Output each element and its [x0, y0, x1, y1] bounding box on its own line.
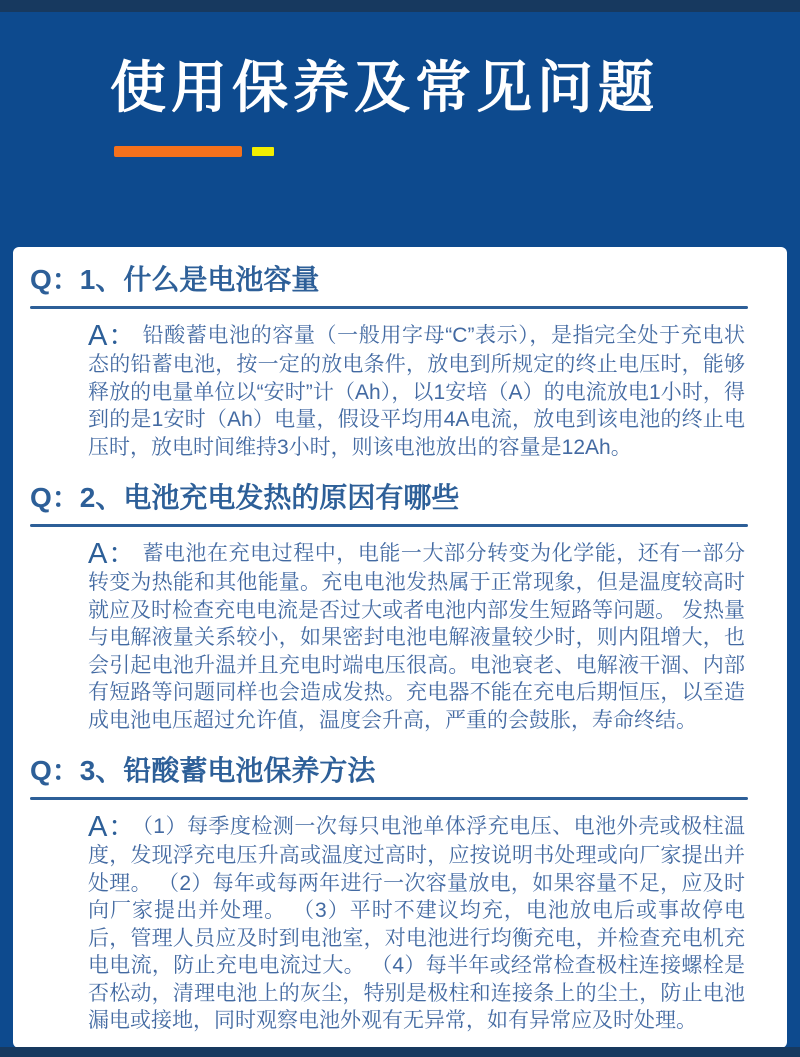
title-accent-bars: [114, 146, 274, 157]
answer-text: 铅酸蓄电池的容量（一般用字母“C”表示），是指完全处于充电状态的铅蓄电池，按一定的放电条件，放电到所规定的终止电压时，能够释放的电量单位以“安时”计（Ah），以1安培（A）的电流放电1小时，得到的是1安时（Ah）电量，假设平均用4A电流，放电到该电池的终止电压时，放电时间维持3小时，则该电池放出的容量是12Ah。: [88, 324, 746, 459]
question-text: 2、电池充电发热的原因有哪些: [79, 482, 460, 513]
answer-text: （1）每季度检测一次每只电池单体浮充电压、电池外壳或极柱温度，发现浮充电压升高或温度过高时，应按说明书处理或向厂家提出并处理。 （2）每年或每两年进行一次容量放电，如果容量不足，应及时向厂家提出并处理。 （3）平时不建议均充，电池放电后或事故停电后，管理人员应及时到电池室，对电池进行均衡充电，并检查充电机充电电流，防止充电电流过大。 （4）每半年或经常检查极柱连接螺栓是否松动，清理电池上的灰尘，特别是极柱和连接条上的尘土，防止电池漏电或接地，同时观察电池外观有无异常，如有异常应及时处理。: [88, 815, 745, 1032]
faq-answer-3: [88, 813, 745, 1035]
faq-item-2: [13, 481, 787, 734]
question-label: Q：: [30, 755, 80, 786]
faq-question-3: [30, 754, 748, 788]
question-underline: [30, 797, 748, 800]
faq-question-1: [30, 263, 748, 297]
question-text: 1、什么是电池容量: [79, 264, 320, 295]
faq-item-1: [13, 263, 787, 461]
answer-label: A：: [88, 538, 138, 570]
faq-answer-2: [88, 540, 745, 734]
accent-bar-orange: [114, 146, 242, 157]
top-edge-strip: [0, 0, 800, 12]
question-underline: [30, 524, 748, 527]
bottom-edge-strip: [0, 1047, 800, 1057]
faq-answer-1: [88, 322, 745, 461]
accent-bar-yellow: [252, 147, 274, 156]
question-text: 3、铅酸蓄电池保养方法: [79, 755, 376, 786]
question-underline: [30, 306, 748, 309]
answer-text: 蓄电池在充电过程中，电能一大部分转变为化学能，还有一部分转变为热能和其他能量。充电电池发热属于正常现象，但是温度较高时就应及时检查充电电流是否过大或者电池内部发生短路等问题。 发热量与电解液量关系较小，如果密封电池电解液量较少时，则内阻增大，也会引起电池升温并且充电时端电压很高。电池衰老、电解液干涸、内部有短路等问题同样也会造成发热。充电器不能在充电后期恒压，以至造成电池电压超过允许值，温度会升高，严重的会鼓胀，寿命终结。: [88, 542, 746, 732]
question-label: Q：: [30, 482, 80, 513]
faq-item-3: [13, 754, 787, 1035]
answer-label: A：: [88, 811, 138, 843]
faq-card: [13, 247, 787, 1048]
faq-question-2: [30, 481, 748, 515]
answer-label: A：: [88, 320, 138, 352]
page-title: 使用保养及常见问题: [110, 56, 659, 119]
question-label: Q：: [30, 264, 80, 295]
